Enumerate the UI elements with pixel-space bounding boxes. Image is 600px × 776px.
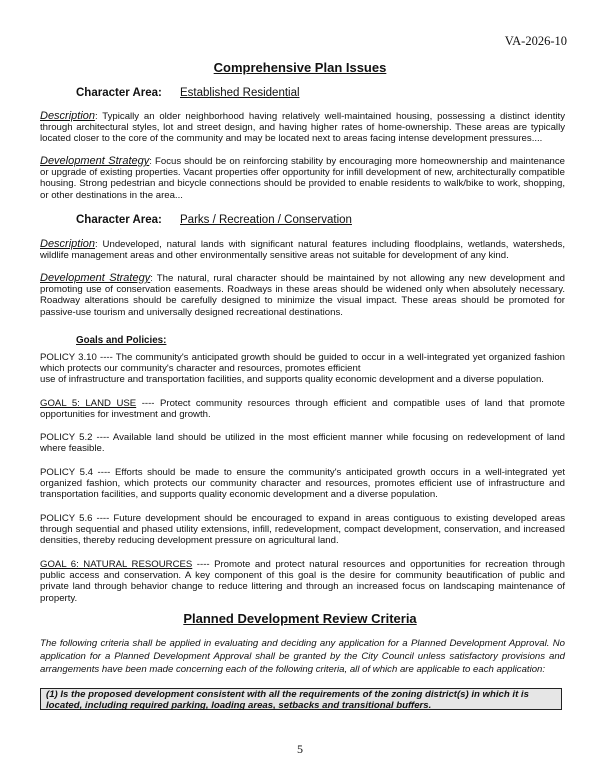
criterion-1-box: (1) Is the proposed development consistent with all the requirements of the zoning district(s) in which it is located, including required parking, loading areas, setbacks and transitional buffers.: [40, 688, 562, 710]
area1-strategy: [40, 156, 565, 201]
goal-6: [40, 559, 565, 604]
character-area-name: Established Residential: [180, 87, 300, 99]
description-lead: Description: [40, 238, 96, 250]
description-text: : Typically an older neighborhood having relatively well-maintained housing, possessing a distinct identity through architectural styles, lot and street design, and having higher rates of home-ownership. These areas are typically located closer to the core of the community and may be located next to areas facing intense development pressures....: [40, 111, 565, 145]
goal-5-text: ---- Protect community resources through efficient and compatible uses of land that promote opportunities for investment and growth.: [40, 398, 565, 421]
area1-description: [40, 111, 565, 145]
area2-description: [40, 239, 565, 261]
document-number: VA-2026-10: [504, 34, 567, 48]
goal-6-text: ---- Promote and protect natural resources and opportunities for recreation through public access and conservation. A key component of this goal is the desire for community beautification of public and private land through behavior change to reduce littering and through an increased focus on landscaping maintenance of property.: [40, 559, 565, 604]
policy-5-4: POLICY 5.4 ---- Efforts should be made to ensure the community's anticipated growth occurs in a well-integrated yet organized fashion, which protects our community character and resources, promotes efficient use of infrastructure and transportation facilities, and supports quality economic development and a diverse population.: [40, 467, 565, 501]
section-title: Comprehensive Plan Issues: [213, 60, 387, 75]
character-area-name: Parks / Recreation / Conservation: [180, 214, 352, 226]
criteria-title: Planned Development Review Criteria: [183, 611, 417, 626]
policy-5-2: POLICY 5.2 ---- Available land should be utilized in the most efficient manner while focusing on redevelopment of land where feasible.: [40, 432, 565, 455]
description-lead: Description: [40, 110, 96, 122]
area2-strategy: [40, 273, 565, 318]
goal-6-label: GOAL 6: NATURAL RESOURCES: [40, 559, 193, 570]
character-area-2: [76, 214, 352, 226]
character-area-label: Character Area:: [76, 87, 162, 99]
strategy-lead: Development Strategy: [40, 155, 150, 167]
strategy-lead: Development Strategy: [40, 272, 151, 284]
description-text: : Undeveloped, natural lands with significant natural features including floodplains, wetlands, watersheds, wildlife management areas and other environmentally sensitive areas not suitable for development of any kind.: [40, 239, 565, 262]
strategy-text: : The natural, rural character should be maintained by not allowing any new development and promoting use of conservation easements. Roadways in these areas should be widened only when absolutely necessary. Roadway alterations should be carefully designed to minimize the visual impact. These areas should be promoted for passive-use tourism and universally designed recreational destinations.: [40, 273, 565, 318]
goal-5-label: GOAL 5: LAND USE: [40, 398, 137, 409]
goals-heading: Goals and Policies:: [76, 335, 167, 346]
policy-3-10: [40, 352, 565, 386]
policy-3-10-line2: use of infrastructure and transportation facilities, and supports quality economic development and a diverse population.: [40, 374, 544, 386]
policy-3-10-line1: POLICY 3.10 ---- The community's anticipated growth should be guided to occur in a well-integrated yet organized fashion which protects our community's character and resources, promotes efficient: [40, 352, 565, 375]
goal-5: [40, 398, 565, 420]
policy-5-6: POLICY 5.6 ---- Future development should be encouraged to expand in areas contiguous to existing developed areas through sequential and phased utility extensions, infill, redevelopment, compact development, conservation, and increased densities, thereby reducing development pressure on agricultural land.: [40, 513, 565, 547]
page-number: 5: [297, 742, 303, 756]
character-area-1: [76, 87, 300, 99]
character-area-label: Character Area:: [76, 214, 162, 226]
strategy-text: : Focus should be on reinforcing stability by encouraging more homeownership and maintenance or upgrade of existing properties. Vacant properties offer opportunity for infill development of new, architecturally compatible housing. Strong pedestrian and bicycle connections should be provided to enable residents to walk/bike to work, shopping, or other destinations in the area...: [40, 156, 565, 201]
criteria-intro: The following criteria shall be applied in evaluating and deciding any application for a Planned Development Approval. No application for a Planned Development Approval shall be granted by the City Council unless satisfactory provisions and arrangements have been made concerning each of the following criteria, all of which are applicable to each application:: [40, 638, 565, 675]
